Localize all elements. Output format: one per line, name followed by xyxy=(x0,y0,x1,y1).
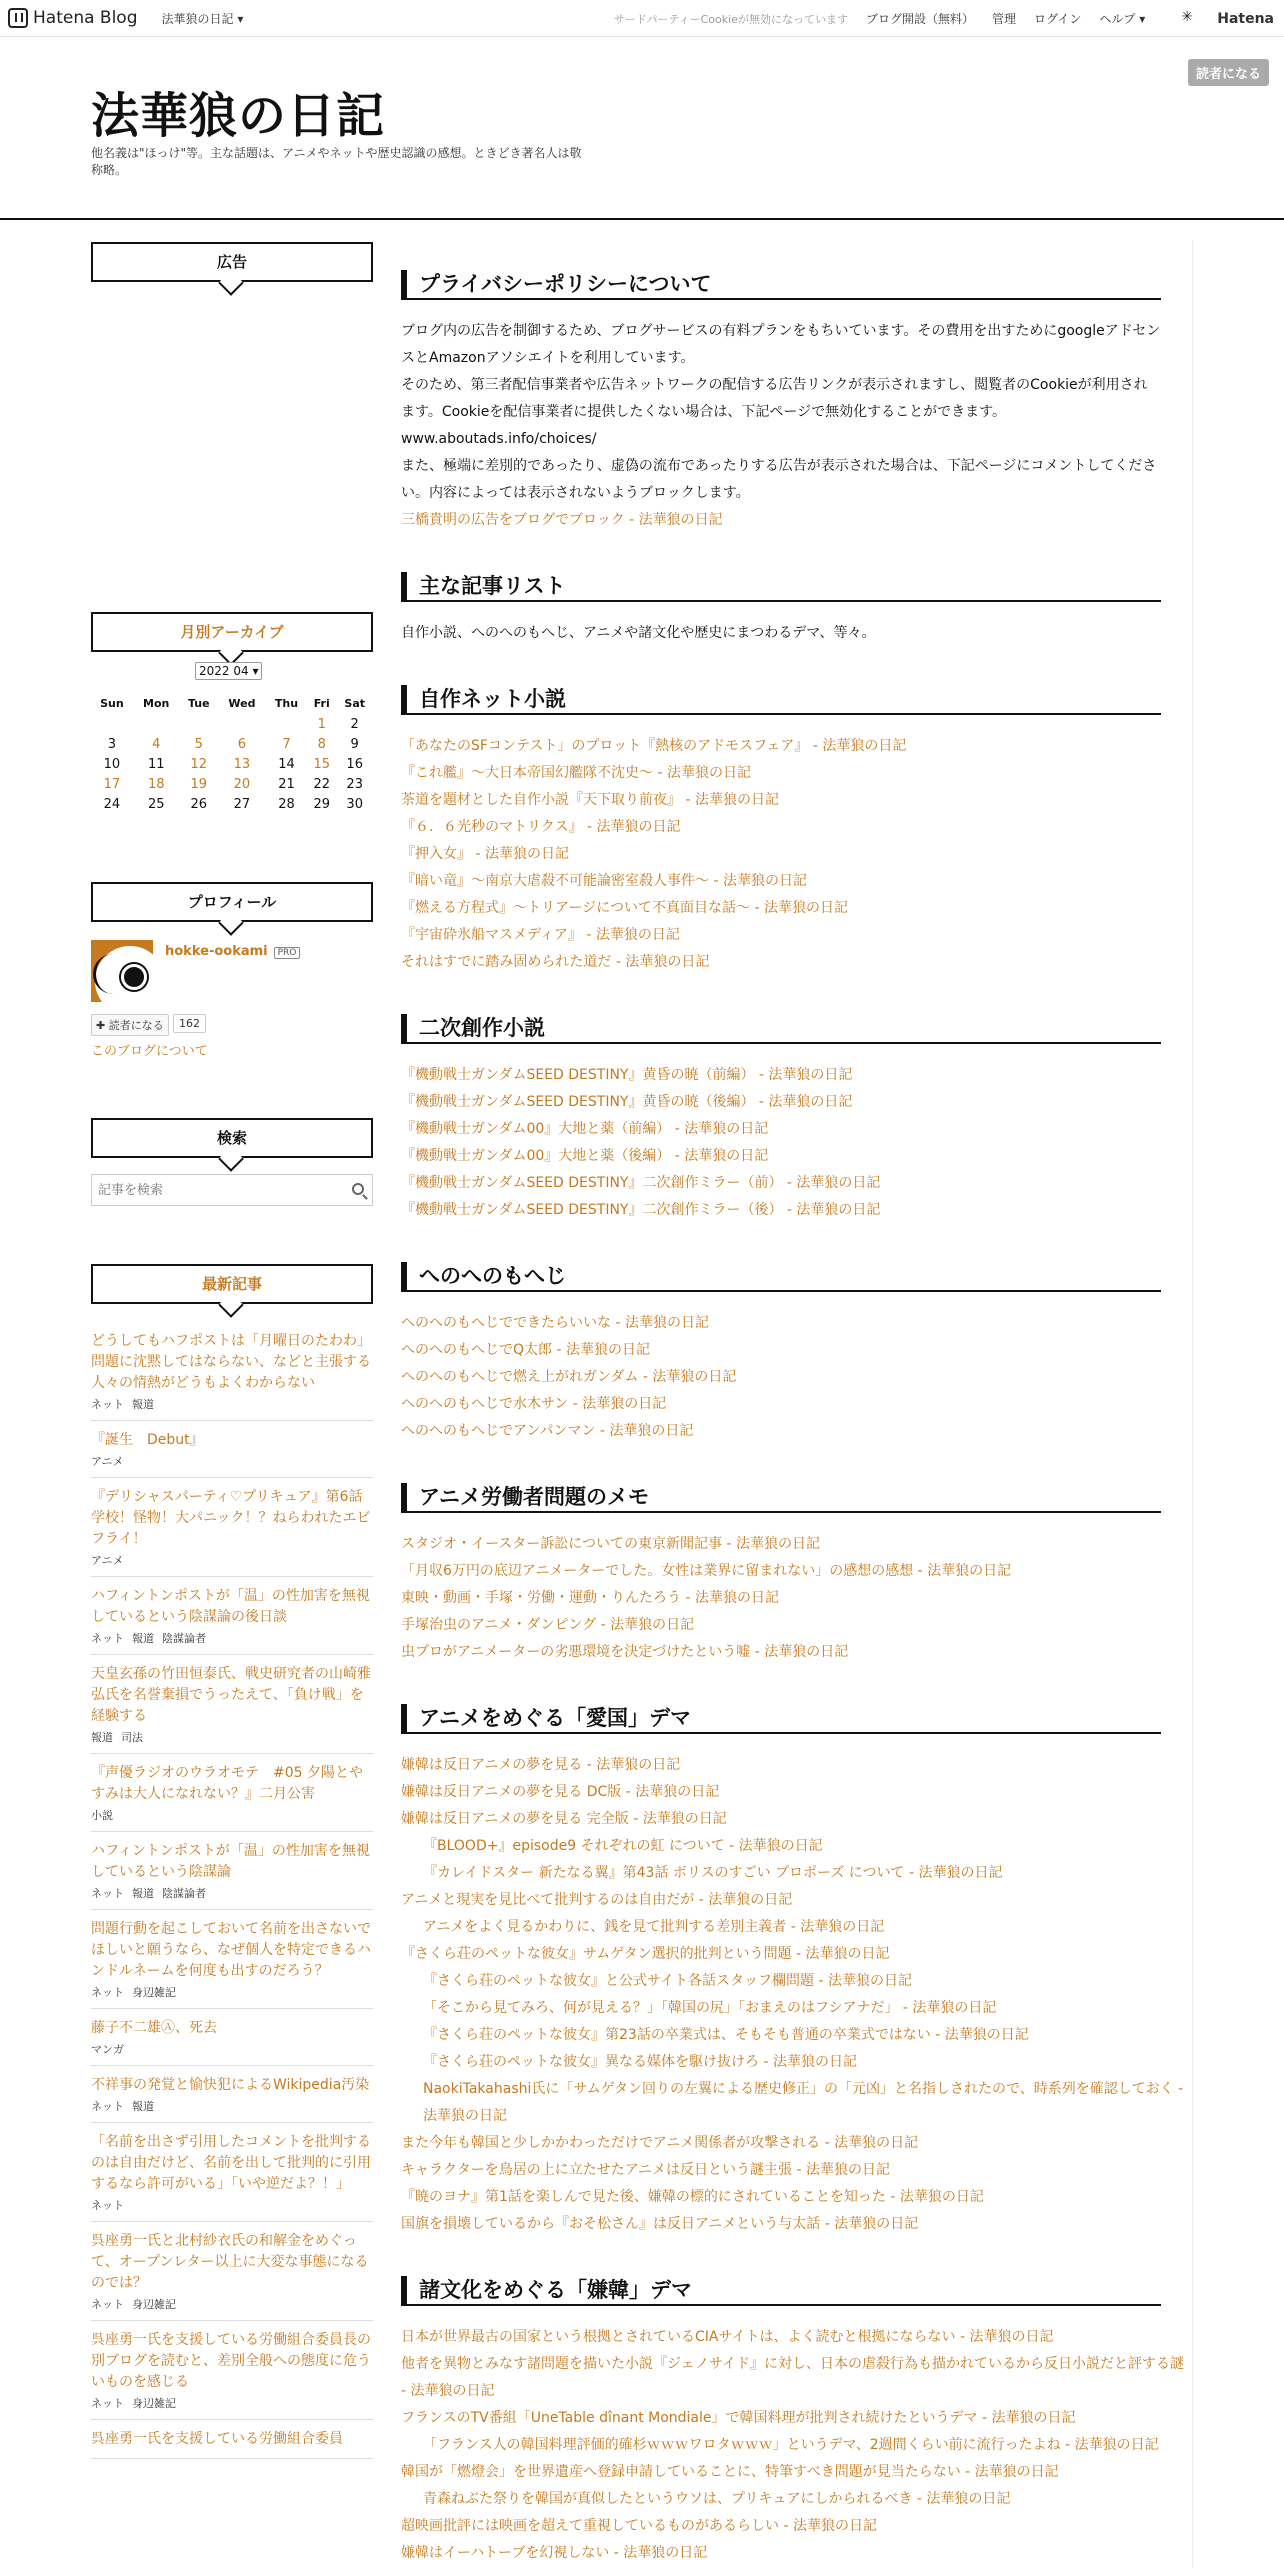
article-link[interactable]: 他者を異物とみなす諸問題を描いた小説『ジェノサイド』に対し、日本の虐殺行為も描かれているから反日小説だと評する謎 - 法華狼の日記 xyxy=(401,2356,1185,2399)
recent-entry-title[interactable]: 天皇玄孫の竹田恒泰氏、戦史研究者の山崎雅弘氏を名誉棄損でうったえて、「負け戦」を経験する xyxy=(91,1666,371,1724)
calendar-day[interactable]: 6 xyxy=(237,736,247,752)
category-link[interactable]: 報道 xyxy=(132,2100,154,2113)
recent-entry-title[interactable]: ハフィントンポストが「温」の性加害を無視しているという陰謀論 xyxy=(91,1843,370,1880)
article-link[interactable]: 『さくら荘のペットな彼女』と公式サイト各話スタッフ欄問題 - 法華狼の日記 xyxy=(423,1973,912,1989)
recent-entry xyxy=(91,2123,373,2222)
calendar-weekday: Wed xyxy=(228,696,256,710)
archive-module xyxy=(91,612,373,832)
cookie-notice: サードパーティーCookieが無効になっています xyxy=(613,12,848,26)
calendar-day: 16 xyxy=(346,756,363,772)
calendar-day: 22 xyxy=(313,776,330,792)
calendar-day: 9 xyxy=(350,736,359,752)
recent-module xyxy=(91,1264,377,2447)
article-section xyxy=(401,270,1191,534)
article-link[interactable]: キャラクターを鳥居の上に立たせたアニメは反日という謎主張 - 法華狼の日記 xyxy=(401,2162,890,2178)
calendar-day[interactable]: 1 xyxy=(317,716,326,732)
category-link[interactable]: 陰謀論者 xyxy=(162,1632,206,1645)
search-icon[interactable] xyxy=(352,1183,364,1195)
calendar-day xyxy=(91,714,133,734)
recent-entry xyxy=(91,1577,373,1655)
article-link[interactable]: 『機動戦士ガンダム00』大地と薬（後編） - 法華狼の日記 xyxy=(401,1148,769,1164)
recent-entry-categories xyxy=(91,1630,373,1646)
article-link[interactable]: 青森ねぶた祭りを韓国が真似したというウソは、プリキュアにしかられるべき - 法華狼の日記 xyxy=(423,2491,1011,2507)
category-link[interactable]: 身辺雑記 xyxy=(132,1986,176,1999)
recent-entry-title[interactable]: 「名前を出さず引用したコメントを批判するのは自由だけど、名前を出して批判的に引用するなら許可がいる」「いや逆だよ？！」 xyxy=(91,2134,371,2192)
category-link[interactable]: 小説 xyxy=(91,1809,113,1822)
section-heading: アニメをめぐる「愛国」デマ xyxy=(401,1704,1161,1734)
hatena-blog-logo[interactable] xyxy=(8,8,138,28)
calendar-day: 21 xyxy=(278,776,295,792)
article-section xyxy=(401,1262,1191,1445)
category-link[interactable]: 報道 xyxy=(132,1887,154,1900)
global-nav xyxy=(614,0,1274,37)
recent-entry-title[interactable]: 呉座勇一氏を支援している労働組合委員 xyxy=(91,2431,343,2447)
profile-title: プロフィール xyxy=(91,882,373,922)
article-link[interactable]: それはすでに踏み固められた道だ - 法華狼の日記 xyxy=(401,954,710,970)
search-title: 検索 xyxy=(91,1118,373,1158)
section-heading: 主な記事リスト xyxy=(401,572,1161,602)
category-link[interactable]: 身辺雑記 xyxy=(132,2298,176,2311)
recent-entry-title[interactable]: 藤子不二雄Ⓐ、死去 xyxy=(91,2020,217,2036)
calendar-day[interactable]: 4 xyxy=(152,736,161,752)
category-link[interactable]: ネット xyxy=(91,1398,124,1411)
calendar-day: 29 xyxy=(313,796,330,812)
article-link[interactable]: 国旗を損壊しているから『おそ松さん』は反日アニメという与太話 - 法華狼の日記 xyxy=(401,2216,919,2232)
login-link[interactable]: ログイン xyxy=(1033,12,1082,26)
category-link[interactable]: ネット xyxy=(91,1887,124,1900)
recent-entry-title[interactable]: ハフィントンポストが「温」の性加害を無視しているという陰謀論の後日談 xyxy=(91,1588,370,1625)
calendar-day: 25 xyxy=(147,796,165,812)
calendar-day: 2 xyxy=(350,716,359,732)
category-link[interactable]: 陰謀論者 xyxy=(162,1887,206,1900)
category-link[interactable]: 報道 xyxy=(132,1398,154,1411)
article-link[interactable]: 『BLOOD+』episode9 それぞれの虹 について - 法華狼の日記 xyxy=(423,1838,823,1854)
calendar-day: 10 xyxy=(103,756,121,772)
article-link[interactable]: 『さくら荘のペットな彼女』第23話の卒業式は、そもそも普通の卒業式ではない - 法華狼の日記 xyxy=(423,2027,1029,2043)
section-heading: 自作ネット小説 xyxy=(401,685,1161,715)
global-header xyxy=(0,0,1284,37)
article-link[interactable]: 虫プロがアニメーターの劣悪環境を決定づけたという嘘 - 法華狼の日記 xyxy=(401,1644,849,1660)
article-link[interactable]: 『暁のヨナ』第1話を楽しんで見た後、嫌韓の標的にされていることを知った - 法華狼の日記 xyxy=(401,2189,984,2205)
search-input[interactable] xyxy=(92,1175,332,1205)
blog-header xyxy=(0,37,1284,220)
article-link[interactable]: 『押入女』 - 法華狼の日記 xyxy=(401,846,569,862)
calendar-day[interactable]: 7 xyxy=(282,736,291,752)
recent-entry xyxy=(91,2222,373,2321)
calendar-day: 24 xyxy=(103,796,121,812)
article-link[interactable]: 『カレイドスター 新たなる翼』第43話 ボリスのすごい プロポーズ について - 法華狼の日記 xyxy=(423,1865,1003,1881)
archive-calendar xyxy=(91,692,373,814)
ad-module xyxy=(91,242,373,282)
recent-entry xyxy=(91,1421,373,1478)
recent-entry xyxy=(91,2009,373,2066)
article-link[interactable]: へのへのもへじでアンパンマン - 法華狼の日記 xyxy=(401,1423,694,1439)
article-link[interactable]: へのへのもへじでQ太郎 - 法華狼の日記 xyxy=(401,1342,650,1358)
calendar-weekday: Mon xyxy=(143,696,170,710)
article-link[interactable]: 『さくら荘のペットな彼女』サムゲタン選択的批判という問題 - 法華狼の日記 xyxy=(401,1946,890,1962)
article-link[interactable]: アニメと現実を見比べて批判するのは自由だが - 法華狼の日記 xyxy=(401,1892,793,1908)
recent-entry-title[interactable]: 不祥事の発覚と愉快犯によるWikipedia汚染 xyxy=(91,2077,370,2093)
article-link[interactable]: 『機動戦士ガンダムSEED DESTINY』二次創作ミラー（前） - 法華狼の日記 xyxy=(401,1175,881,1191)
article-link[interactable]: スタジオ・イースター訴訟についての東京新聞記事 - 法華狼の日記 xyxy=(401,1536,820,1552)
open-blog-link[interactable]: ブログ開設（無料） xyxy=(865,12,974,26)
category-link[interactable]: ネット xyxy=(91,1986,124,1999)
calendar-day: 3 xyxy=(107,736,117,752)
article-link[interactable]: 『燃える方程式』〜トリアージについて不真面目な話〜 - 法華狼の日記 xyxy=(401,900,848,916)
category-link[interactable]: ネット xyxy=(91,2100,124,2113)
article-link[interactable]: 日本が世界最古の国家という根拠とされているCIAサイトは、よく読むと根拠にならない - 法華狼の日記 xyxy=(401,2329,1054,2345)
section-heading: 諸文化をめぐる「嫌韓」デマ xyxy=(401,2276,1161,2306)
article-link[interactable]: へのへのもへじで燃え上がれガンダム - 法華狼の日記 xyxy=(401,1369,737,1385)
article-link[interactable]: 『暗い竜』〜南京大虐殺不可能論密室殺人事件〜 - 法華狼の日記 xyxy=(401,873,807,889)
recent-entry-title[interactable]: 『声優ラジオのウラオモテ #05 夕陽とやすみは大人になれない？』二月公害 xyxy=(91,1765,363,1802)
calendar-day[interactable]: 8 xyxy=(317,736,326,752)
category-link[interactable]: 司法 xyxy=(121,1731,143,1744)
blog-title[interactable]: 法華狼の日記 xyxy=(91,88,386,144)
archive-title[interactable]: 月別アーカイブ xyxy=(91,612,373,652)
recent-entry-title[interactable]: 問題行動を起こしておいて名前を出さないでほしいと願うなら、なぜ個人を特定できるハンドルネームを何度も出すのだろう？ xyxy=(91,1921,371,1979)
article-section xyxy=(401,1014,1191,1224)
article-link[interactable]: 「あなたのSFコンテスト」のプロット『熱核のアドモスフェア』 - 法華狼の日記 xyxy=(401,738,907,754)
calendar-day xyxy=(218,714,266,734)
section-heading: プライバシーポリシーについて xyxy=(401,270,1161,300)
recent-entry-categories xyxy=(91,1807,373,1823)
hatena-icon xyxy=(1181,12,1195,26)
blog-description: 他名義は"ほっけ"等。主な話題は、アニメやネットや歴史認識の感想。ときどき著名人は敬称略。 xyxy=(91,146,582,177)
calendar-day: 11 xyxy=(147,756,165,772)
calendar-day: 30 xyxy=(346,796,363,812)
article-link[interactable]: 超映画批評には映画を超えて重視しているものがあるらしい - 法華狼の日記 xyxy=(401,2518,877,2534)
recent-entry xyxy=(91,2420,373,2459)
recent-entry-categories xyxy=(91,2041,373,2057)
recent-entry-title[interactable]: 『デリシャスパーティ♡プリキュア』第6話 学校！怪物！大パニック！？ねらわれたエビフライ！ xyxy=(91,1489,377,1547)
calendar-day[interactable]: 12 xyxy=(190,756,208,772)
calendar-day xyxy=(180,714,218,734)
section-heading: アニメ労働者問題のメモ xyxy=(401,1483,1161,1513)
category-link[interactable]: 報道 xyxy=(132,1632,154,1645)
hatena-label: Hatena xyxy=(1217,10,1274,27)
recent-entry-categories xyxy=(91,2395,373,2411)
article-link[interactable]: へのへのもへじで水木サン - 法華狼の日記 xyxy=(401,1396,667,1412)
article-body xyxy=(401,270,1191,2567)
section-paragraph: www.aboutads.info/choices/ xyxy=(401,431,597,447)
calendar-day: 28 xyxy=(278,796,295,812)
article-link[interactable]: 茶道を題材とした自作小説『天下取り前夜』 - 法華狼の日記 xyxy=(401,792,779,808)
recent-entry-categories xyxy=(91,2296,373,2312)
category-link[interactable]: アニメ xyxy=(91,1554,124,1567)
article-link[interactable]: 『宇宙砕氷船マスメディア』 - 法華狼の日記 xyxy=(401,927,680,943)
article-link[interactable]: 手塚治虫のアニメ・ダンピング - 法華狼の日記 xyxy=(401,1617,695,1633)
recent-entry xyxy=(91,1478,377,1577)
subscribe-button[interactable]: 読者になる xyxy=(1188,59,1269,86)
profile-name-row xyxy=(165,944,300,959)
article-link[interactable]: 『６．６光秒のマトリクス』 - 法華狼の日記 xyxy=(401,819,681,835)
article-link[interactable]: 「月収6万円の底辺アニメーターでした。女性は業界に留まれない」の感想の感想 - 法華狼の日記 xyxy=(401,1563,1012,1579)
search-module xyxy=(91,1118,373,1218)
recent-entry xyxy=(91,1655,373,1754)
calendar-weekday: Thu xyxy=(274,696,299,710)
article-link[interactable]: NaokiTakahashi氏に「サムゲタン回りの左翼による歴史修正」の「元凶」と名指しされたので、時系列を確認しておく - 法華狼の日記 xyxy=(423,2081,1184,2124)
recent-entry-categories xyxy=(91,2197,373,2213)
article-link[interactable]: 嫌韓はイーハトーブを幻視しない - 法華狼の日記 xyxy=(401,2545,708,2561)
article-link[interactable]: 『機動戦士ガンダムSEED DESTINY』二次創作ミラー（後） - 法華狼の日記 xyxy=(401,1202,881,1218)
recent-entry-title[interactable]: 『誕生 Debut』 xyxy=(91,1432,204,1448)
article-link[interactable]: 『これ艦』〜大日本帝国幻艦隊不沈史〜 - 法華狼の日記 xyxy=(401,765,751,781)
recent-entry xyxy=(91,1832,373,1910)
article-link[interactable]: 韓国が「燃燈会」を世界遺産へ登録申請していることに、特筆すべき問題が見当たらない - 法華狼の日記 xyxy=(401,2464,1059,2480)
category-link[interactable]: ネット xyxy=(91,2298,124,2311)
recent-entry xyxy=(91,2066,373,2123)
category-link[interactable]: マンガ xyxy=(91,2043,124,2056)
calendar-day xyxy=(266,714,307,734)
calendar-day: 26 xyxy=(190,796,208,812)
profile-subscribe-button[interactable]: ✚ 読者になる xyxy=(91,1014,169,1036)
avatar[interactable] xyxy=(91,940,153,1002)
recent-entry-categories xyxy=(91,2098,373,2114)
recent-entry-categories xyxy=(91,1552,373,1568)
help-dropdown[interactable]: ヘルプ ▾ xyxy=(1099,12,1146,26)
section-paragraph: また、極端に差別的であったり、虚偽の流布であったりする広告が表示された場合は、下記ページにコメントしてください。内容によっては表示されないようブロックします。 xyxy=(401,458,1157,501)
article-link[interactable]: アニメをよく見るかわりに、銭を見て批判する差別主義者 - 法華狼の日記 xyxy=(423,1919,885,1935)
article-link[interactable]: 東映・動画・手塚・労働・運動・りんたろう - 法華狼の日記 xyxy=(401,1590,779,1606)
article-link[interactable]: 『機動戦士ガンダム00』大地と薬（前編） - 法華狼の日記 xyxy=(401,1121,769,1137)
article-link[interactable]: 『機動戦士ガンダムSEED DESTINY』黄昏の暁（後編） - 法華狼の日記 xyxy=(401,1094,853,1110)
recent-entry xyxy=(91,1754,373,1832)
subscriber-count[interactable]: 162 xyxy=(173,1014,206,1033)
calendar-day: 27 xyxy=(233,796,251,812)
calendar-day[interactable]: 18 xyxy=(147,776,165,792)
calendar-weekday: Fri xyxy=(313,696,330,710)
calendar-weekday: Tue xyxy=(187,696,210,710)
article-section xyxy=(401,2276,1191,2567)
search-box xyxy=(91,1174,373,1206)
article-link[interactable]: 嫌韓は反日アニメの夢を見る 完全版 - 法華狼の日記 xyxy=(401,1811,727,1827)
category-link[interactable]: 報道 xyxy=(91,1731,113,1744)
recent-title[interactable]: 最新記事 xyxy=(91,1264,373,1304)
section-heading: へのへのもへじ xyxy=(401,1262,1161,1292)
calendar-day xyxy=(133,714,180,734)
article-link[interactable]: へのへのもへじでできたらいいな - 法華狼の日記 xyxy=(401,1315,709,1331)
category-link[interactable]: ネット xyxy=(91,2199,124,2212)
calendar-day[interactable]: 20 xyxy=(233,776,251,792)
recent-entry-categories xyxy=(91,1729,373,1745)
article-link[interactable]: 嫌韓は反日アニメの夢を見る - 法華狼の日記 xyxy=(401,1757,681,1773)
category-link[interactable]: ネット xyxy=(91,2397,124,2410)
article-link[interactable]: 『機動戦士ガンダムSEED DESTINY』黄昏の暁（前編） - 法華狼の日記 xyxy=(401,1067,853,1083)
recent-list xyxy=(91,1322,377,2459)
category-link[interactable]: アニメ xyxy=(91,1455,124,1468)
calendar-day: 14 xyxy=(278,756,295,772)
calendar-weekday: Sat xyxy=(344,696,365,710)
article-link[interactable]: 三橋貴明の広告をブログでブロック - 法華狼の日記 xyxy=(401,512,723,528)
section-paragraph: そのため、第三者配信事業者や広告ネットワークの配信する広告リンクが表示されますし、閲覧者のCookieが利用されます。Cookieを配信事業者に提供したくない場合は、下記ページで無効化することができます。 xyxy=(401,377,1148,420)
logo-text: Hatena Blog xyxy=(33,8,138,28)
article-link[interactable]: また今年も韓国と少しかかわっただけでアニメ関係者が攻撃される - 法華狼の日記 xyxy=(401,2135,919,2151)
article-section xyxy=(401,685,1191,976)
section-paragraph: ブログ内の広告を制御するため、ブログサービスの有料プランをもちいています。その費用を出すためにgoogleアドセンスとAmazonアソシエイトを利用しています。 xyxy=(401,323,1161,366)
profile-module xyxy=(91,882,373,1072)
article-link[interactable]: 「そこから見てみろ、何が見える？」「韓国の尻」「おまえのはフシアナだ」 - 法華狼の日記 xyxy=(423,2000,997,2016)
recent-entry-categories xyxy=(91,1453,373,1469)
recent-entry-categories xyxy=(91,1885,373,1901)
calendar-day[interactable]: 17 xyxy=(103,776,121,792)
recent-entry xyxy=(91,1322,373,1421)
recent-entry-title[interactable]: 呉座勇一氏を支援している労働組合委員長の別ブログを読むと、差別全般への態度に危ういものを感じる xyxy=(91,2332,371,2390)
category-link[interactable]: 身辺雑記 xyxy=(132,2397,176,2410)
section-paragraph: 自作小説、へのへのもへじ、アニメや諸文化や歴史にまつわるデマ、等々。 xyxy=(401,625,876,641)
admin-link[interactable]: 管理 xyxy=(991,12,1016,26)
article-section xyxy=(401,1483,1191,1666)
category-link[interactable]: ネット xyxy=(91,1632,124,1645)
recent-entry xyxy=(91,1910,373,2009)
calendar-day[interactable]: 19 xyxy=(190,776,208,792)
pro-badge: PRO xyxy=(274,947,301,959)
article-link[interactable]: 『さくら荘のペットな彼女』異なる媒体を駆け抜けろ - 法華狼の日記 xyxy=(423,2054,857,2070)
about-blog-link[interactable]: このブログについて xyxy=(91,1044,208,1059)
article-link[interactable]: 「フランス人の韓国料理評価的確杉ｗｗｗワロタｗｗｗ」というデマ、2週間くらい前に流行ったよね - 法華狼の日記 xyxy=(423,2437,1159,2453)
recent-entry-title[interactable]: 呉座勇一氏と北村紗衣氏の和解金をめぐって、オープンレター以上に大変な事態になるのでは？ xyxy=(91,2233,369,2291)
article-section xyxy=(401,1704,1191,2238)
section-heading: 二次創作小説 xyxy=(401,1014,1161,1044)
article-section xyxy=(401,572,1191,647)
calendar-day[interactable]: 15 xyxy=(313,756,330,772)
hatena-link[interactable] xyxy=(1163,11,1274,27)
article-link[interactable]: フランスのTV番組「UneTable dînant Mondiale」で韓国料理が批判され続けたというデマ - 法華狼の日記 xyxy=(401,2410,1076,2426)
profile-name[interactable]: hokke-ookami xyxy=(165,944,268,959)
recent-entry-categories xyxy=(91,1984,373,2000)
recent-entry xyxy=(91,2321,373,2420)
recent-entry-categories xyxy=(91,1396,373,1412)
hatena-blog-icon xyxy=(8,8,28,28)
blog-dropdown[interactable]: 法華狼の日記 ▾ xyxy=(161,11,244,26)
ad-title: 広告 xyxy=(91,242,373,282)
archive-month-select[interactable]: 2022 04 ▾ xyxy=(195,662,262,680)
recent-entry-title[interactable]: どうしてもハフポストは「月曜日のたわわ」問題に沈黙してはならない、などと主張する人々の情熱がどうもよくわからない xyxy=(91,1333,371,1391)
calendar-day[interactable]: 5 xyxy=(194,736,203,752)
article-link[interactable]: 嫌韓は反日アニメの夢を見る DC版 - 法華狼の日記 xyxy=(401,1784,720,1800)
calendar-day: 23 xyxy=(346,776,363,792)
calendar-weekday: Sun xyxy=(100,696,124,710)
calendar-day[interactable]: 13 xyxy=(233,756,251,772)
